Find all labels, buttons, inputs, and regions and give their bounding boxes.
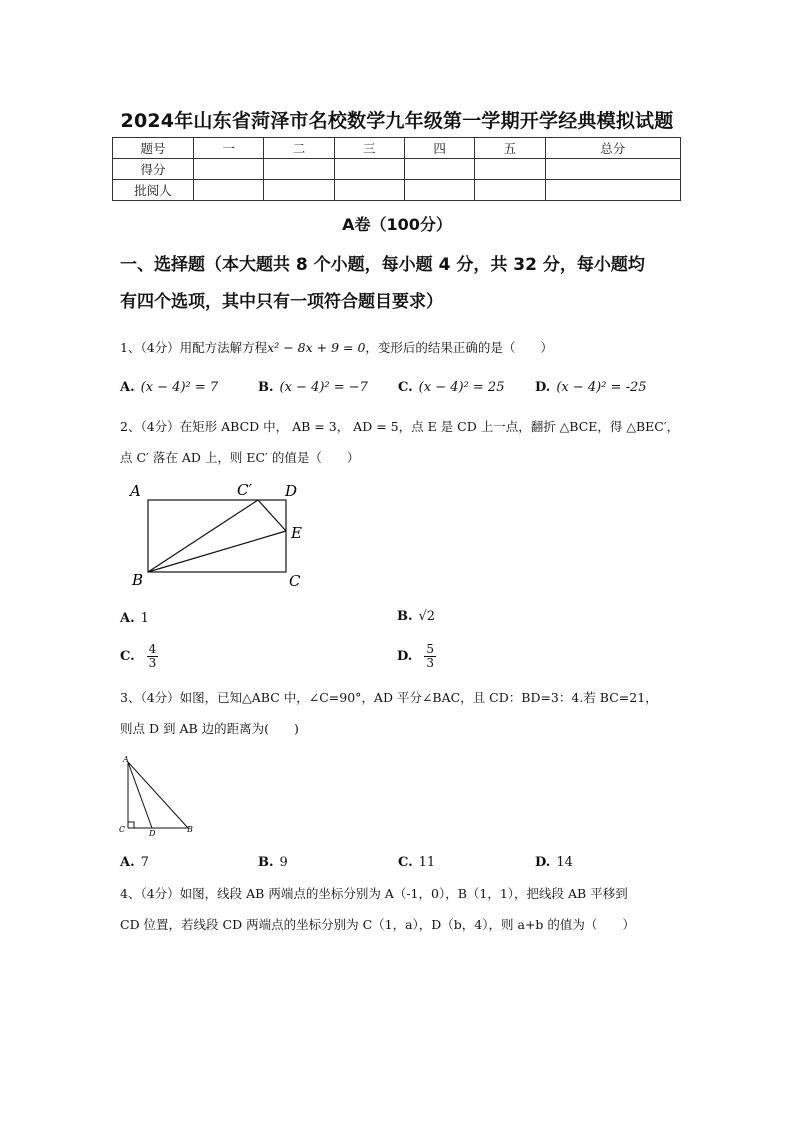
q2-option-a[interactable] <box>120 611 149 626</box>
q1-option-b[interactable] <box>258 380 368 395</box>
option-text: 11 <box>418 855 436 870</box>
score-cell <box>475 159 545 180</box>
score-header-cell: 三 <box>334 138 404 159</box>
q3-option-c[interactable] <box>398 855 435 870</box>
option-text: (x − 4)² = −7 <box>279 380 368 395</box>
score-header-cell: 一 <box>194 138 264 159</box>
score-table-row <box>113 159 681 180</box>
denominator: 3 <box>148 656 157 670</box>
score-table-row <box>113 180 681 201</box>
question-4-line1: 4、（4分）如图，线段 AB 两端点的坐标分别为 A（-1，0），B（1，1），把线段 AB 平移到 <box>120 886 628 901</box>
point-label-e: E <box>291 524 302 542</box>
q1-option-a[interactable] <box>120 380 218 395</box>
score-cell <box>194 180 264 201</box>
option-text: 1 <box>140 611 149 626</box>
q3-option-d[interactable] <box>535 855 573 870</box>
score-cell <box>404 180 474 201</box>
numerator: 5 <box>426 642 434 656</box>
option-label: D. <box>535 380 551 395</box>
option-label: C. <box>398 855 413 870</box>
q2-option-c[interactable] <box>120 643 158 670</box>
q1-suffix: ，变形后的结果正确的是（ ） <box>365 340 553 355</box>
score-cell <box>475 180 545 201</box>
score-cell <box>334 180 404 201</box>
question-3-line1: 3、（4分）如图，已知△ABC 中，∠C=90°，AD 平分∠BAC，且 CD：BD=3：4.若 BC=21， <box>120 690 658 705</box>
question-2-line1: 2、（4分）在矩形 ABCD 中， AB = 3， AD = 5，点 E 是 CD 上一点，翻折 △BCE，得 △BEC′， <box>120 419 680 434</box>
segment-ab <box>128 762 188 828</box>
segment-ad <box>128 762 152 828</box>
score-row-label: 得分 <box>113 159 194 180</box>
point-label-a: A <box>123 755 129 764</box>
question-1 <box>120 339 553 357</box>
option-text: (x − 4)² = 25 <box>418 380 505 395</box>
question-3-line2: 则点 D 到 AB 边的距离为( ) <box>120 721 299 736</box>
exam-title: 2024年山东省菏泽市名校数学九年级第一学期开学经典模拟试题 <box>120 110 674 132</box>
section-heading-line2: 有四个选项，其中只有一项符合题目要求） <box>120 292 443 312</box>
score-header-cell: 题号 <box>113 138 194 159</box>
point-label-d: D <box>285 482 298 500</box>
score-header-cell: 四 <box>404 138 474 159</box>
q2-option-d[interactable] <box>397 643 436 670</box>
option-label: D. <box>535 855 551 870</box>
q1-option-d[interactable] <box>535 380 647 395</box>
score-table <box>112 137 681 201</box>
score-header-cell: 五 <box>475 138 545 159</box>
score-cell <box>545 180 680 201</box>
score-cell <box>404 159 474 180</box>
option-label: B. <box>397 609 413 624</box>
option-text: √2 <box>418 609 436 624</box>
fraction <box>147 643 159 670</box>
q1-prefix: 1、（4分）用配方法解方程 <box>120 340 268 355</box>
option-text: 9 <box>279 855 288 870</box>
question-4-line2: CD 位置，若线段 CD 两端点的坐标分别为 C（1，a），D（b，4），则 a+b 的值为（ ） <box>120 917 635 932</box>
segment-be <box>148 531 286 572</box>
q2-rectangle-figure <box>118 476 318 596</box>
option-label: D. <box>397 649 413 664</box>
score-cell <box>194 159 264 180</box>
point-label-b: B <box>132 571 144 589</box>
score-table-header-row <box>113 138 681 159</box>
option-label: C. <box>120 649 135 664</box>
q2-option-b[interactable] <box>397 609 435 624</box>
point-label-c-prime: C′ <box>237 481 252 499</box>
option-text: 7 <box>140 855 149 870</box>
right-angle-mark <box>128 822 134 828</box>
numerator: 4 <box>148 642 157 656</box>
q1-option-c[interactable] <box>398 380 504 395</box>
point-label-c: C <box>119 825 126 834</box>
score-cell <box>264 159 334 180</box>
option-label: C. <box>398 380 413 395</box>
segment-c1e <box>258 500 286 531</box>
option-label: A. <box>120 611 135 626</box>
point-label-b: B <box>187 825 193 834</box>
option-text: 14 <box>556 855 573 870</box>
score-cell <box>545 159 680 180</box>
q3-triangle-figure <box>116 752 200 838</box>
option-text: (x − 4)² = 7 <box>140 380 219 395</box>
q1-equation: x² − 8x + 9 = 0 <box>267 340 366 355</box>
section-heading-line1: 一、选择题（本大题共 8 个小题，每小题 4 分，共 32 分，每小题均 <box>120 255 645 275</box>
rectangle-abcd <box>148 500 286 572</box>
option-label: B. <box>258 380 274 395</box>
segment-bc1 <box>148 500 258 572</box>
score-cell <box>334 159 404 180</box>
point-label-c: C <box>289 572 301 590</box>
option-label: A. <box>120 855 135 870</box>
q3-option-a[interactable] <box>120 855 149 870</box>
score-header-cell: 二 <box>264 138 334 159</box>
option-text: (x − 4)² = -25 <box>556 380 647 395</box>
fraction <box>424 643 436 670</box>
option-label: A. <box>120 380 135 395</box>
volume-heading: A卷（100分） <box>342 215 452 234</box>
score-cell <box>264 180 334 201</box>
q3-option-b[interactable] <box>258 855 288 870</box>
point-label-a: A <box>130 482 141 500</box>
score-row-label: 批阅人 <box>113 180 194 201</box>
option-label: B. <box>258 855 274 870</box>
score-header-cell: 总分 <box>545 138 680 159</box>
question-2-line2: 点 C′ 落在 AD 上，则 EC′ 的值是（ ） <box>120 450 360 465</box>
point-label-d: D <box>149 829 156 838</box>
denominator: 3 <box>426 656 434 670</box>
